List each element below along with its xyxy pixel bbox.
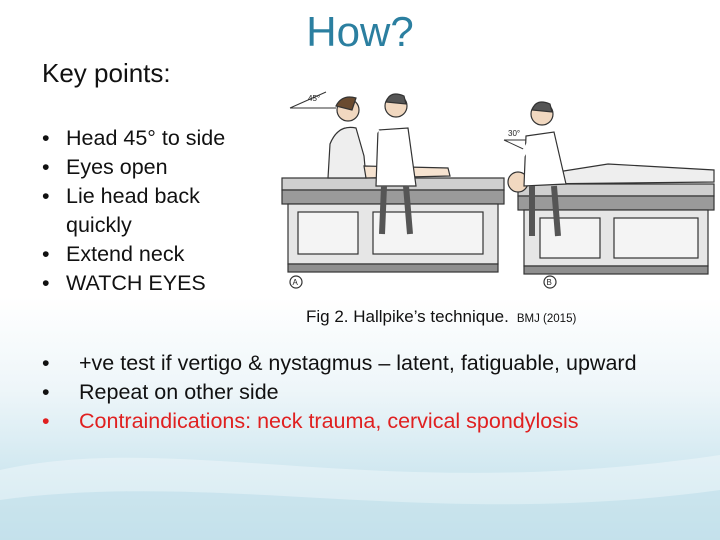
caption-source: BMJ (2015) [516, 313, 577, 325]
bottom-points-list [42, 349, 702, 436]
figure-caption [306, 307, 576, 327]
key-point-watch-eyes: • WATCH EYES [42, 269, 242, 298]
slide-title: How? [306, 8, 414, 55]
point-contraindications: • Contraindications: neck trauma, cervical spondylosis [42, 407, 702, 436]
panel-b-label: B [546, 278, 552, 287]
panel-a-drawing [282, 92, 504, 288]
caption-text: Fig 2. Hallpike’s technique. [306, 307, 509, 326]
key-points-heading: Key points: [42, 58, 171, 88]
key-point-head-45: • Head 45° to side [42, 124, 242, 153]
panel-b-drawing [504, 102, 714, 288]
hallpike-illustration [278, 66, 718, 300]
angle-b-label: 30° [508, 129, 521, 138]
angle-a-label: 45° [308, 94, 321, 103]
point-repeat-other-side: • Repeat on other side [42, 378, 702, 407]
key-point-extend-neck: • Extend neck [42, 240, 242, 269]
key-point-eyes-open: • Eyes open [42, 153, 242, 182]
panel-a-label: A [292, 278, 298, 287]
point-positive-test: • +ve test if vertigo & nystagmus – latent, fatiguable, upward [42, 349, 702, 378]
key-point-lie-back: • Lie head back quickly [42, 182, 242, 240]
key-points-list [42, 124, 242, 298]
